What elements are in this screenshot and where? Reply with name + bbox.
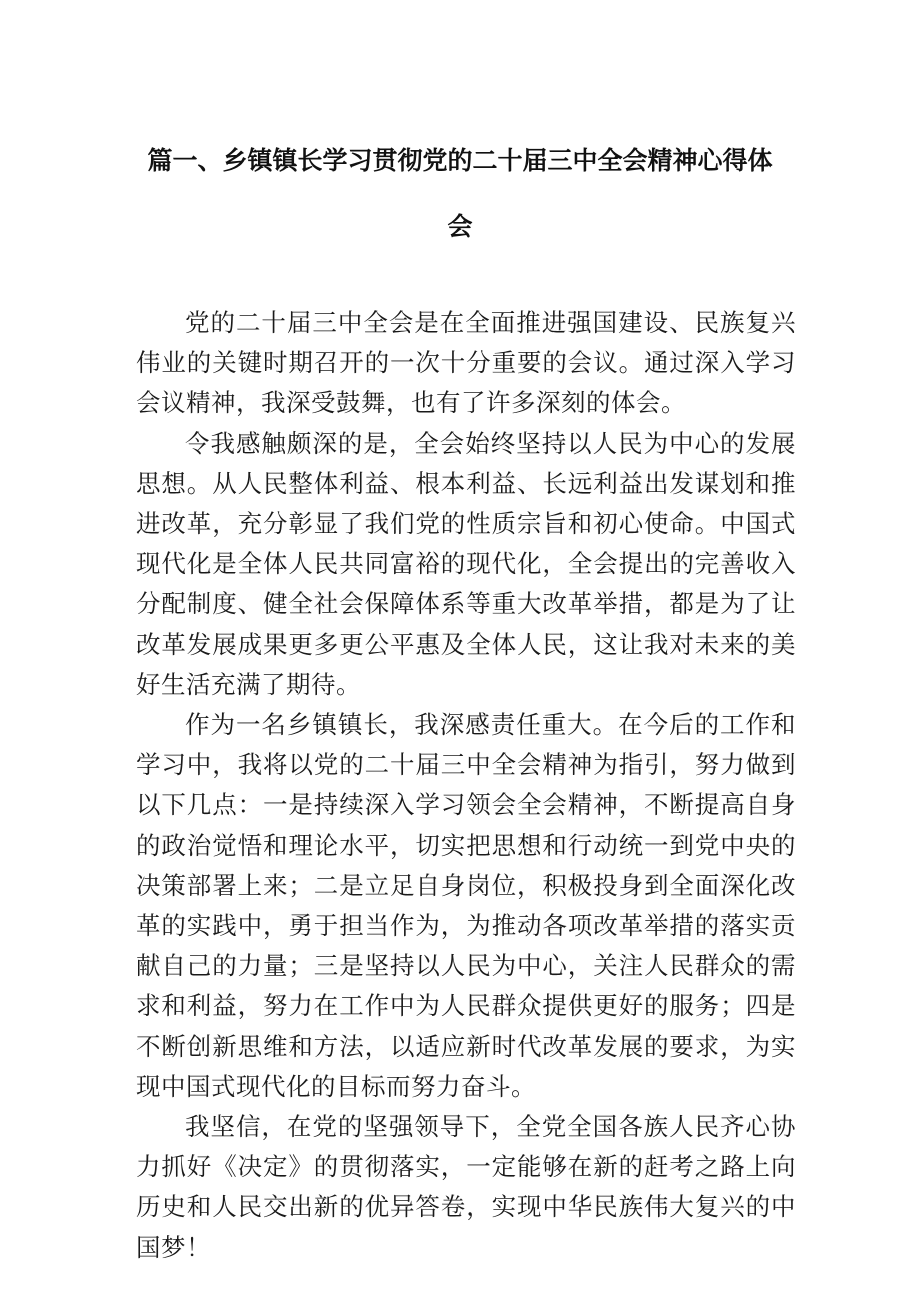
paragraph-2: 令我感触颇深的是，全会始终坚持以人民为中心的发展思想。从人民整体利益、根本利益、长远利益出发谋划和推进改革，充分彰显了我们党的性质宗旨和初心使命。中国式现代化是全体人民共同富裕的现代化，全会提出的完善收入分配制度、健全社会保障体系等重大改革举措，都是为了让改革发展成果更多更公平惠及全体人民，这让我对未来的美好生活充满了期待。 xyxy=(136,428,796,699)
document-title xyxy=(140,128,780,260)
document-body xyxy=(136,303,796,1268)
paragraph-3: 作为一名乡镇镇长，我深感责任重大。在今后的工作和学习中，我将以党的二十届三中全会精神为指引，努力做到以下几点：一是持续深入学习领会全会精神，不断提高自身的政治觉悟和理论水平，切实把思想和行动统一到党中央的决策部署上来；二是立足自身岗位，积极投身到全面深化改革的实践中，勇于担当作为，为推动各项改革举措的落实贡献自己的力量；三是坚持以人民为中心，关注人民群众的需求和利益，努力在工作中为人民群众提供更好的服务；四是不断创新思维和方法，以适应新时代改革发展的要求，为实现中国式现代化的目标而努力奋斗。 xyxy=(136,710,796,1101)
document-title-line-2: 会 xyxy=(447,212,473,241)
paragraph-4: 我坚信，在党的坚强领导下，全党全国各族人民齐心协力抓好《决定》的贯彻落实，一定能够在新的赶考之路上向历史和人民交出新的优异答卷，实现中华民族伟大复兴的中国梦！ xyxy=(136,1112,796,1262)
document-title-line-1: 篇一、乡镇镇长学习贯彻党的二十届三中全会精神心得体 xyxy=(147,146,773,175)
paragraph-1: 党的二十届三中全会是在全面推进强国建设、民族复兴伟业的关键时期召开的一次十分重要的会议。通过深入学习会议精神，我深受鼓舞，也有了许多深刻的体会。 xyxy=(136,308,796,418)
